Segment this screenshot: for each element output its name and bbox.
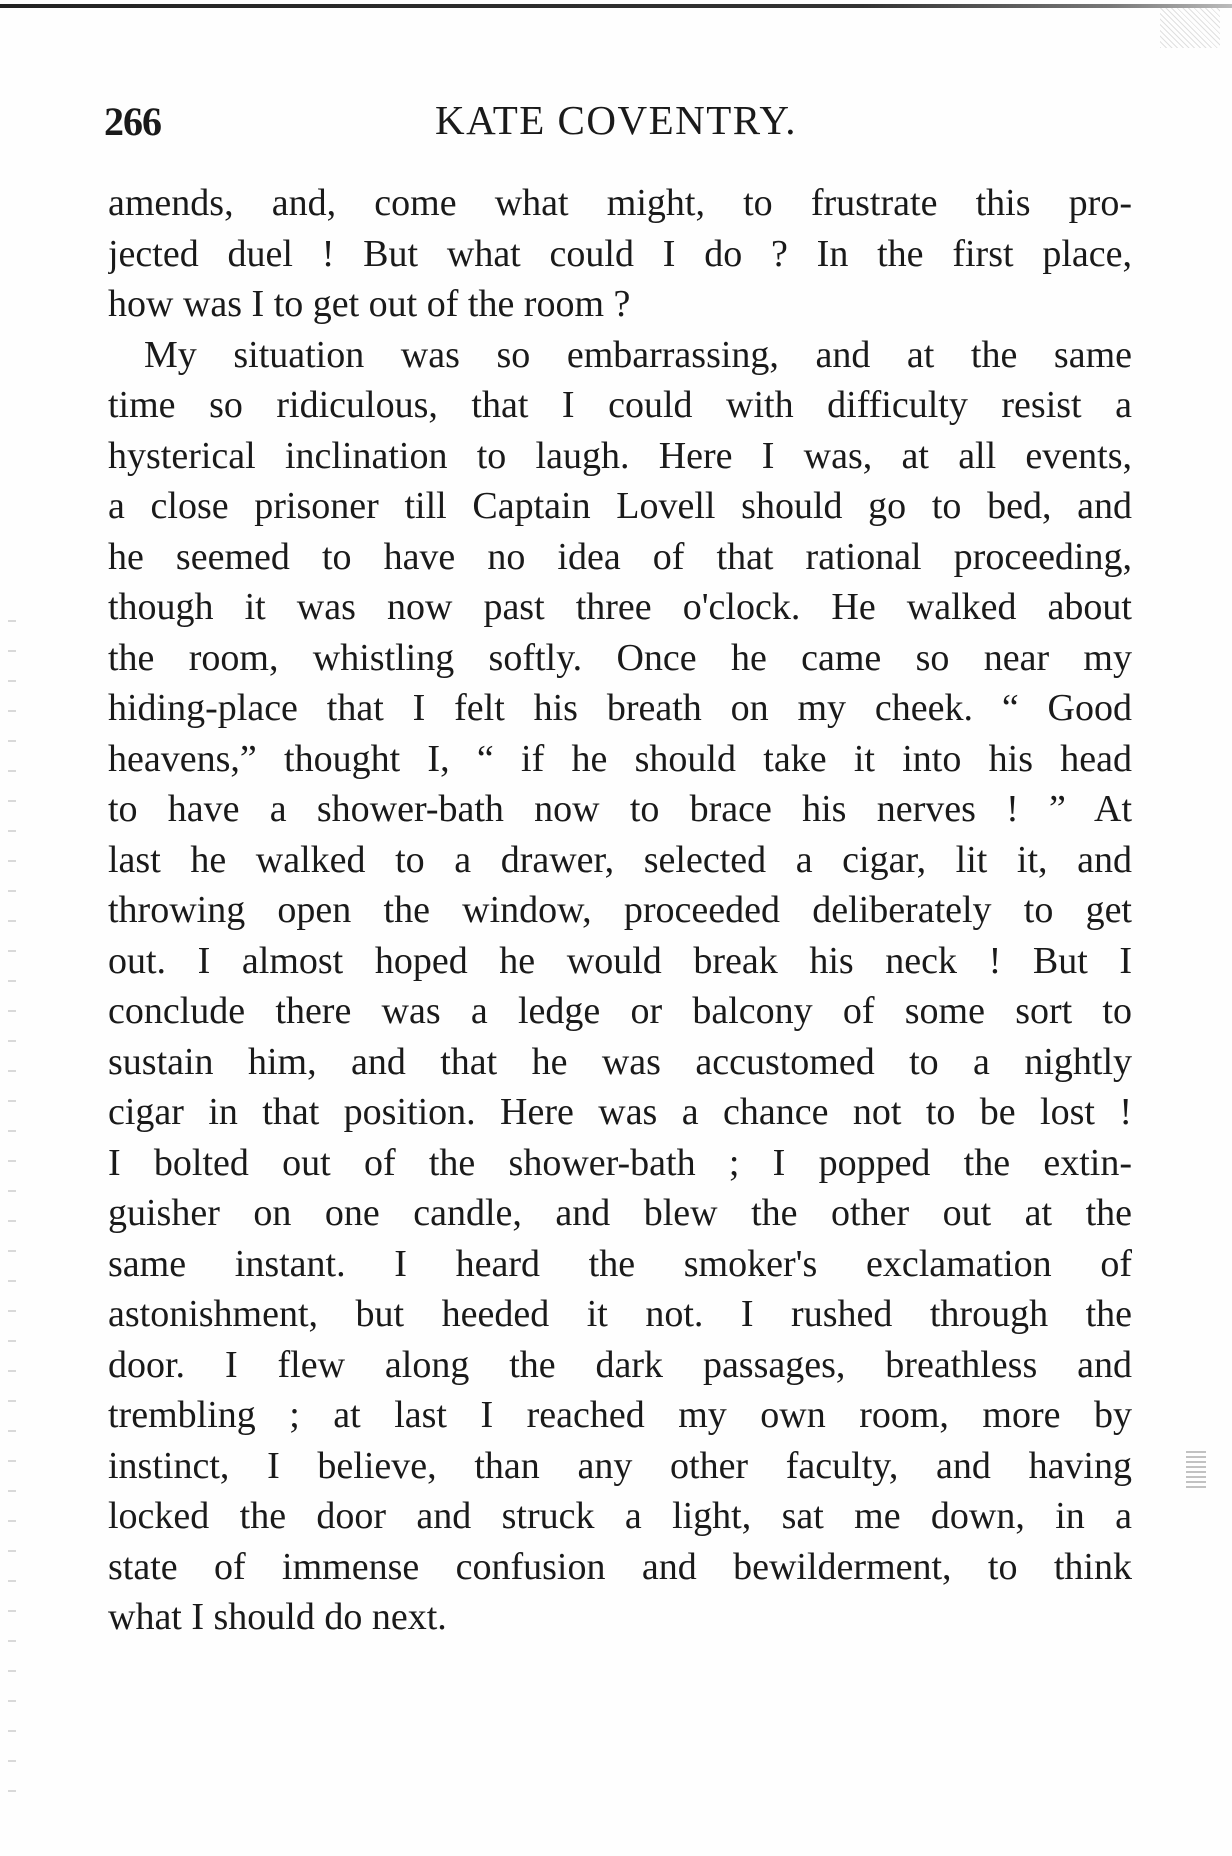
running-head: KATE COVENTRY.: [435, 97, 797, 143]
text-line: how was I to get out of the room ?: [108, 283, 631, 325]
text-line: throwing open the window, proceeded deliberately to get: [108, 889, 1132, 931]
text-line: hysterical inclination to laugh. Here I was, at all events,: [108, 434, 1132, 477]
text-line: a close prisoner till Captain Lovell should go to bed, and: [108, 485, 1132, 527]
text-line: locked the door and struck a light, sat me down, in a: [108, 1495, 1132, 1537]
page-number: 266: [104, 99, 161, 144]
text-line: same instant. I heard the smoker's exclamation of: [108, 1242, 1132, 1285]
text-line: heavens,” thought I, “ if he should take it into his head: [108, 737, 1132, 780]
text-line: the room, whistling softly. Once he came so near my: [108, 636, 1132, 679]
text-line: sustain him, and that he was accustomed to a nightly: [108, 1040, 1132, 1083]
text-line: he seemed to have no idea of that rational proceeding,: [108, 535, 1132, 578]
text-line: to have a shower-bath now to brace his nerves ! ” At: [108, 788, 1132, 830]
text-line: what I should do next.: [108, 1596, 447, 1638]
body-text: [108, 178, 1132, 1643]
text-line: trembling ; at last I reached my own room, more by: [108, 1394, 1132, 1436]
text-line: guisher on one candle, and blew the other out at the: [108, 1192, 1132, 1234]
text-line: amends, and, come what might, to frustrate this pro-: [108, 182, 1132, 224]
margin-scan-marks: [8, 620, 16, 1820]
text-line: My situation was so embarrassing, and at the same: [144, 333, 1132, 376]
text-line: instinct, I believe, than any other faculty, and having: [108, 1444, 1132, 1487]
text-line: though it was now past three o'clock. He walked about: [108, 586, 1132, 628]
text-line: conclude there was a ledge or balcony of some sort to: [108, 990, 1132, 1032]
text-line: astonishment, but heeded it not. I rushed through the: [108, 1293, 1132, 1335]
scan-noise: [1160, 8, 1220, 48]
text-line: cigar in that position. Here was a chance not to be lost !: [108, 1091, 1132, 1133]
text-line: last he walked to a drawer, selected a cigar, lit it, and: [108, 838, 1132, 881]
page-header: [0, 92, 1232, 152]
text-line: I bolted out of the shower-bath ; I popped the extin-: [108, 1141, 1132, 1184]
text-line: hiding-place that I felt his breath on my cheek. “ Good: [108, 687, 1132, 729]
text-line: out. I almost hoped he would break his neck ! But I: [108, 939, 1132, 982]
text-line: time so ridiculous, that I could with difficulty resist a: [108, 384, 1132, 426]
text-line: state of immense confusion and bewilderment, to think: [108, 1545, 1132, 1588]
margin-scan-marks-right: [1186, 1448, 1206, 1488]
top-rule: [0, 4, 1232, 8]
text-line: door. I flew along the dark passages, breathless and: [108, 1343, 1132, 1386]
text-line: jected duel ! But what could I do ? In the first place,: [108, 232, 1132, 275]
